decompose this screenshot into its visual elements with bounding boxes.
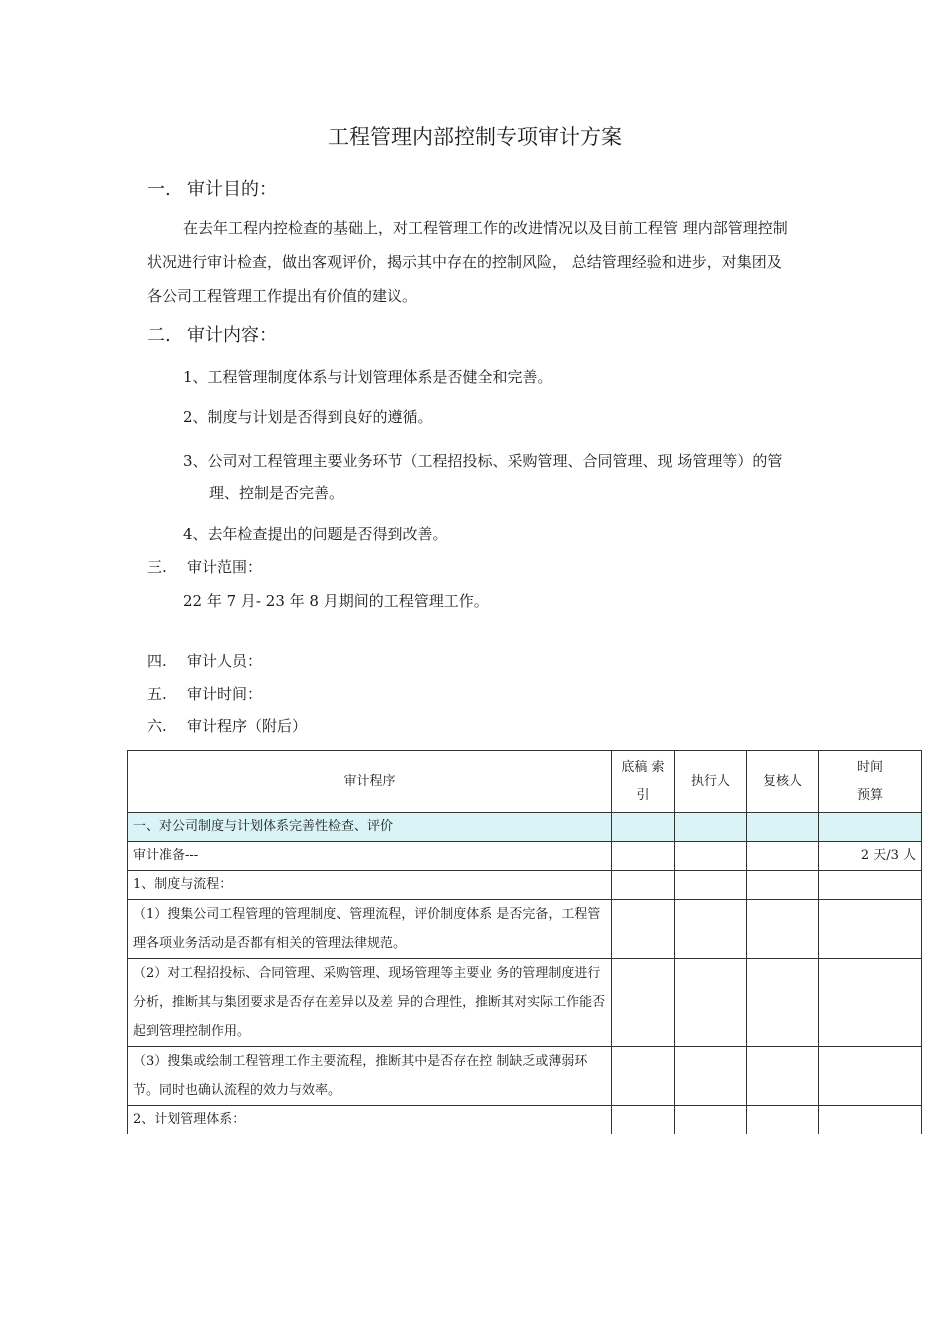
- section-label: 审计内容：: [187, 325, 277, 346]
- section-number: 六.: [147, 717, 167, 735]
- table-header-row: [128, 751, 922, 813]
- section-heading-staff: [147, 650, 547, 672]
- section-label: 审计程序（附后）: [187, 717, 308, 735]
- header-time-line: 时间: [856, 759, 883, 775]
- table-row: [128, 871, 922, 900]
- row-procedure: （2）对工程招投标、合同管理、采购管理、现场管理等主要业 务的管理制度进行分析，推断其与集团要求是否存在差异以及差 异的合理性，推断其对实际工作能否起到管理控制作用。: [128, 959, 612, 1047]
- row-procedure: 审计准备---: [128, 842, 612, 871]
- table-row: [128, 900, 922, 959]
- content-item: 4、去年检查提出的问题是否得到改善。: [183, 525, 448, 543]
- header-time-budget: [819, 751, 922, 813]
- table-row: [128, 813, 922, 842]
- section-heading-time: [147, 683, 547, 705]
- section-label: 审计时间：: [187, 685, 263, 703]
- audit-procedure-table: [127, 750, 922, 1134]
- header-reviewer: 复核人: [747, 751, 819, 813]
- section-number: 四.: [147, 652, 167, 670]
- table-row: [128, 1047, 922, 1106]
- section-heading-purpose: [147, 175, 547, 201]
- paragraph-line: 在去年工程内控检查的基础上，对工程管理工作的改进情况以及目前工程管 理内部管理控制: [183, 219, 788, 237]
- header-procedure: 审计程序: [128, 751, 612, 813]
- row-procedure: （1）搜集公司工程管理的管理制度、管理流程，评价制度体系 是否完备，工程管理各项业务活动是否都有相关的管理法律规范。: [128, 900, 612, 959]
- section-number: 五.: [147, 685, 167, 703]
- section-label: 审计目的：: [187, 179, 277, 200]
- section-number: 二.: [147, 325, 171, 346]
- section-label: 审计人员：: [187, 652, 263, 670]
- row-procedure: 2、计划管理体系：: [128, 1106, 612, 1135]
- section-number: 一.: [147, 179, 171, 200]
- content-item: 2、制度与计划是否得到良好的遵循。: [183, 408, 433, 426]
- section-row-label: 一、对公司制度与计划体系完善性检查、评价: [128, 813, 612, 842]
- header-index: [612, 751, 675, 813]
- row-procedure: 1、制度与流程：: [128, 871, 612, 900]
- section-heading-content: [147, 321, 547, 347]
- header-time-line: 预算: [856, 787, 883, 803]
- header-index-line: 底稿 索: [621, 759, 665, 775]
- paragraph-line: 状况进行审计检查，做出客观评价，揭示其中存在的控制风险， 总结管理经验和进步，对集团及: [147, 253, 782, 271]
- paragraph-line: 各公司工程管理工作提出有价值的建议。: [147, 287, 418, 305]
- table-row: [128, 959, 922, 1047]
- purpose-paragraph: [147, 211, 788, 313]
- content-item: 1、工程管理制度体系与计划管理体系是否健全和完善。: [183, 368, 553, 386]
- row-procedure: （3）搜集或绘制工程管理工作主要流程，推断其中是否存在控 制缺乏或薄弱环节。同时也确认流程的效力与效率。: [128, 1047, 612, 1106]
- section-heading-procedure: [147, 715, 547, 737]
- table-row: [128, 842, 922, 871]
- section-heading-scope: [147, 556, 547, 578]
- section-label: 审计范围：: [187, 558, 263, 576]
- row-time-budget: 2 天/3 人: [819, 842, 922, 871]
- header-index-line: 引: [636, 787, 650, 803]
- content-item-continuation: 理、控制是否完善。: [209, 484, 345, 502]
- document-title: 工程管理内部控制专项审计方案: [328, 125, 622, 149]
- table-row: [128, 1106, 922, 1135]
- header-executor: 执行人: [675, 751, 747, 813]
- section-number: 三.: [147, 558, 167, 576]
- scope-text: 22 年 7 月- 23 年 8 月期间的工程管理工作。: [183, 592, 489, 610]
- content-item: 3、公司对工程管理主要业务环节（工程招投标、采购管理、合同管理、现 场管理等）的管: [183, 452, 783, 470]
